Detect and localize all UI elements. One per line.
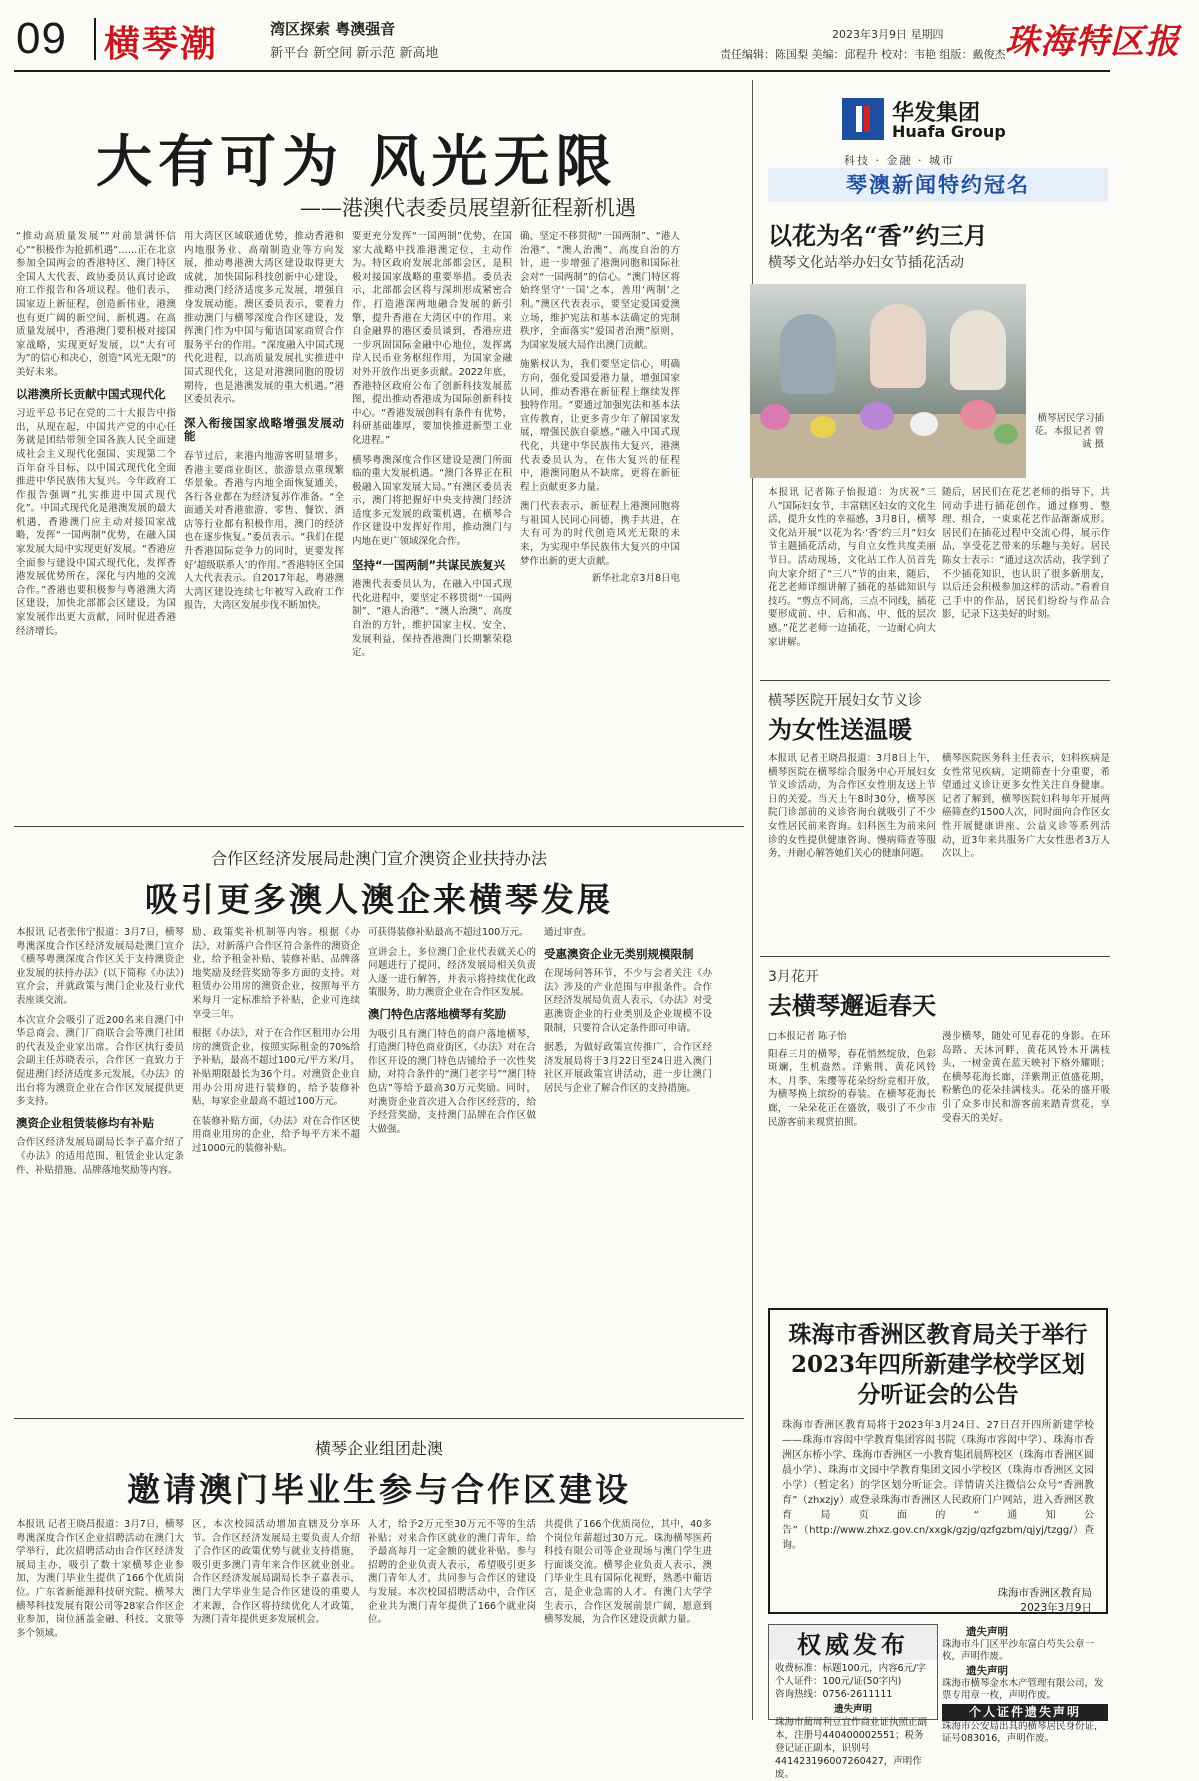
article3-column-4: 共提供了166个优质岗位，其中，40多个岗位年薪超过30万元。珠海横琴医药科技有限公司等企业现场与澳门学生进行面谈交流。横琴企业负责人表示，澳门毕业生具有国际化视野，熟悉中葡语言，是企业急需的人才。有澳门大学学生表示，合作区发展前景广阔，愿意到横琴发展，为合作区建设贡献力量。 [544, 1519, 712, 1626]
article2-column-1 [16, 926, 184, 1366]
article-paragraph: 宣讲会上，多位澳门企业代表就关心的问题进行了提问，经济发展局相关负责人逐一进行解答，并表示将持续优化政策服务，助力澳资企业在合作区发展。 [368, 946, 536, 999]
article-paragraph: 在装修补贴方面，《办法》对在合作区使用商业用房的企业，给予每平方米不超过1000元的装修补贴。 [192, 1115, 360, 1154]
sponsor-logo-name: 华发集团 [892, 101, 981, 126]
article-paragraph: 为吸引具有澳门特色的商户落地横琴，打造澳门特色商业街区，《办法》对在合作区开设的澳门特色店铺给予一次性奖励，对符合条件的“澳门老字号”“澳门特色店”等给予最高30万元奖励。同时，对澳资企业首次进入合作区经营的，给予经营奖励，支持澳门品牌在合作区做大做强。 [368, 1028, 536, 1135]
sponsor-banner: 琴澳新闻特约冠名 [768, 168, 1108, 202]
article2-column-2 [192, 926, 360, 1366]
story1-column-2: 随后，居民们在花艺老师的指导下，共同动手进行插花创作。通过修剪、整理、组合，一束束花艺作品渐渐成形。居民们在插花过程中交流心得，展示作品，享受花艺带来的乐趣与美好。居民陈女士表示：“通过这次活动，我学到了不少插花知识，也认识了很多新朋友，以后还会积极参加这样的活动。”看着自己手中的作品，居民们纷纷与作品合影，记录下这美好的时刻。 [942, 487, 1110, 621]
notice-title: 珠海市香洲区教育局关于举行2023年四所新建学校学区划分听证会的公告 [788, 1321, 1088, 1408]
article-paragraph: 通过审查。 [544, 927, 592, 938]
flower-arranging-photo [750, 284, 1026, 478]
personal-id-notice-bar: 个人证件遗失声明 [942, 1704, 1108, 1721]
lead-subhead: 深入衔接国家战略增强发展动能 [184, 415, 344, 444]
lead-paragraph: “推动高质量发展”“对前景满怀信心”“积极作为抢抓机遇”……正在北京参加全国两会的香港特区、澳门特区全国人大代表、政协委员认真讨论政府工作报告和各项议程。他们表示，国家迈上新征程，创造新伟业，港澳也有更广阔的新空间、新机遇。在高质量发展中，香港澳门要积极对接国家战略，实现更好发展，以“大有可为”的信心和决心，创造“风光无限”的美好未来。 [16, 231, 176, 378]
story3-column-2: 漫步横琴，随处可见春花的身影。在环岛路、天沐河畔，黄花风铃木开满枝头，一树金黄在蓝天映衬下格外耀眼；在横琴花海长廊，洋紫荆正值盛花期，粉紫色的花朵挂满枝头。花朵的盛开吸引了众多市民和游客前来踏青赏花，享受春天的美好。 [942, 1031, 1110, 1124]
article-paragraph: 本次宣介会吸引了近200名来自澳门中华总商会、澳门厂商联合会等澳门社团的代表及企业家出席。合作区执行委员会副主任苏晓表示，合作区一直致力于促进澳门经济适度多元发展，《办法》的出台将为澳资企业在合作区发展提供更多支持。 [16, 1014, 184, 1108]
story3-column-1 [768, 1030, 936, 1296]
lead-column-1 [16, 230, 176, 816]
lead-paragraph: 要更充分发挥“一国两制”优势，在国家大战略中找准港澳定位，主动作为。特区政府发展北部都会区，是积极对接国家战略的重要举措。委员表示，北部都会区将与深圳形成紧密合作，打造港深两地融合发展的新引擎，提升香港在大湾区中的作用。来自金融界的港区委员谈到，香港应进一步巩固国际金融中心地位，发挥离岸人民币业务枢纽作用，为国家金融对外开放作出更多贡献。2022年底，香港特区政府公布了创新科技发展蓝图，提出推动香港成为国际创新科技中心。“香港发展创科有条件有优势，科研基础雄厚，要加快推进新型工业化进程。” [352, 231, 512, 446]
article-paragraph: 据悉，为做好政策宣传推广，合作区经济发展局将于3月22日至24日进入澳门社区开展政策宣讲活动，进一步让澳门居民与企业了解合作区的支持措施。 [544, 1042, 712, 1094]
lost-notice-heading: 遗失声明 [966, 1626, 1008, 1638]
article-paragraph: 在现场问答环节，不少与会者关注《办法》涉及的产业范围与申报条件。合作区经济发展局负责人表示，《办法》对受惠澳资企业的行业类别及企业规模不设限制，只要符合认定条件即可申请。 [544, 968, 712, 1034]
notice-date: 2023年3月9日 [1020, 1602, 1092, 1614]
story1-subheadline: 横琴文化站举办妇女节插花活动 [768, 255, 964, 271]
classified-heading: 权威发布 [769, 1625, 937, 1660]
story2-column-2: 横琴医院医务科主任表示，妇科疾病是女性常见疾病，定期筛查十分重要，希望通过义诊让更多女性关注自身健康。记者了解到，横琴医院妇科每年开展两癌筛查约1500人次，同时面向合作区女性开展健康讲座、公益义诊等系列活动，近3年来共服务广大女性患者3万人次以上。 [942, 753, 1110, 860]
article3-column-3: 人才，给予2万元至30万元不等的生活补贴；对来合作区就业的澳门青年，给予最高每月一定金额的就业补贴。参与招聘的企业负责人表示，希望吸引更多澳门青年人才，共同参与合作区的建设与发展。本次校园招聘活动中，合作区企业共为澳门青年提供了166个就业岗位。 [368, 1519, 536, 1626]
article3-headline: 邀请澳门毕业生参与合作区建设 [127, 1470, 631, 1509]
story3-kicker: 3月花开 [768, 969, 819, 985]
article3-column-2: 区，本次校园活动增加直辖及分享环节。合作区经济发展局主要负责人介绍了合作区的政策优势与就业支持措施，吸引更多澳门青年来合作区就业创业。合作区经济发展局副局长李子嘉表示，澳门大学毕业生是合作区建设的重要人才来源，合作区将持续优化人才政策，为澳门青年提供更多发展机会。 [192, 1519, 360, 1626]
lead-subhead: 坚持“一国两制”共谋民族复兴 [352, 557, 506, 572]
lead-paragraph: 港澳代表委员认为，在融入中国式现代化进程中，要坚定不移贯彻“一国两制”、“港人治港”、“澳人治澳”、高度自治的方针，维护国家主权、安全、发展利益，保持香港澳门长期繁荣稳定。 [352, 579, 512, 659]
article-subhead: 澳门特色店落地横琴有奖励 [368, 1006, 506, 1021]
lead-paragraph: 春节过后，来港内地游客明显增多，香港主要商业街区、旅游景点重现繁华景象。香港与内地全面恢复通关，各行各业都在为经济复苏作准备。“全面通关对香港旅游、零售、餐饮、酒店等行业都有积极作用，澳门的经济也在逐步恢复。”委员表示。“我们在提升香港国际竞争力的同时，更要发挥好‘超级联系人’的作用。”香港特区全国人大代表表示。自2017年起，粤港澳大湾区建设连续七年被写入政府工作报告，大湾区发展步伐不断加快。 [184, 450, 344, 612]
sponsor-logo-english: Huafa Group [892, 122, 1006, 141]
lost-notice-text: 珠海市公安局出具的横琴居民身份证，证号083016，声明作废。 [942, 1721, 1104, 1744]
lost-notice-text: 珠海市蔺周利豆宜作商业证执照正副本，注册号440400002551；税务登记证正副本，识别号441423196007260427，声明作废。 [775, 1717, 928, 1780]
article2-column-4 [544, 926, 712, 1366]
story1-column-1: 本报讯 记者陈子怡报道：为庆祝“三八”国际妇女节，丰富辖区妇女的文化生活，提升女性的幸福感，3月8日，横琴文化站开展“以花为名·‘香’约三月”妇女节主题插花活动，与自立女性共度美丽节日。活动现场，文化站工作人员首先向大家介绍了“三八”节的由来，随后，花艺老师详细讲解了插花的基础知识与技巧。“剪点不同高，三点不同线，插花要形成前、中、后和高、中、低的层次感。”花艺老师一边插花，一边耐心向大家讲解。 [768, 487, 936, 648]
notice-signer: 珠海市香洲区教育局 [997, 1587, 1092, 1599]
lost-notice-text: 珠海市斗门区平沙东富白芍失公章一枚，声明作废。 [942, 1639, 1095, 1662]
story2-kicker: 横琴医院开展妇女节义诊 [768, 693, 922, 709]
classified-ad-box [768, 1624, 938, 1780]
article3-kicker: 横琴企业组团赴澳 [314, 1439, 443, 1458]
article-paragraph: 励、政策奖补机制等内容。根据《办法》，对新落户合作区符合条件的澳资企业，给予租金补贴、装修补贴、品牌落地奖励及经营奖励等多方面的支持。对租赁办公用房的澳资企业，按照每平方米每月一定标准给予补贴，企业可连续享受三年。 [192, 927, 360, 1020]
classified-hotline: 咨询热线：0756-2611111 [775, 1689, 893, 1700]
section-title: 横琴潮 [104, 23, 219, 65]
section-slogan: 新平台 新空间 新示范 新高地 [270, 46, 439, 61]
article2-kicker: 合作区经济发展局赴澳门宣介澳资企业扶持办法 [210, 849, 547, 868]
lead-column-4 [520, 230, 680, 816]
photo-caption: 横琴居民学习插花。本报记者 曾诚 摄 [1034, 413, 1104, 450]
huafa-logo-icon [842, 98, 884, 140]
sponsor-logo-tagline: 科技 · 金融 · 城市 [844, 154, 955, 167]
story2-column-1: 本报讯 记者王晓昌报道：3月8日上午，横琴医院在横琴综合服务中心开展妇女节义诊活动，为合作区女性朋友送上节日的关爱。当天上午8时30分，横琴医院门诊部前的义诊咨询台就吸引了不少女性居民前来咨询。妇科医生为前来问诊的女性提供健康咨询、慢病筛查等服务，并耐心解答她们关心的健康问题。 [768, 753, 936, 860]
lead-column-3 [352, 230, 512, 816]
classified-notice-3 [769, 1703, 937, 1780]
masthead-rule [14, 70, 1110, 72]
story3-byline: □本报记者 陈子怡 [768, 1031, 847, 1042]
section-rule [760, 680, 1110, 681]
lead-paragraph: 习近平总书记在党的二十大报告中指出，从现在起，中国共产党的中心任务就是团结带领全国各族人民全面建成社会主义现代化强国、实现第二个百年奋斗目标，以中国式现代化全面推进中华民族伟大复兴。今年政府工作报告强调“扎实推进中国式现代化”。中国式现代化是港澳发展的最大机遇，香港澳门应主动对接国家战略，发挥“一国两制”优势，在融入国家发展大局中实现更好发展。“香港应全面参与建设中国式现代化，发挥香港发展优势所在，深化与内地的交流合作。”香港也要积极参与粤港澳大湾区建设，加快北部都会区建设，为国家发展作出更大贡献，同时促进香港经济增长。 [16, 408, 176, 637]
article-paragraph: 本报讯 记者张伟宁报道：3月7日，横琴粤澳深度合作区经济发展局赴澳门宣介《横琴粤澳深度合作区关于支持澳资企业发展的扶持办法》(以下简称《办法》)宣介会，并就政策与澳门企业及行业代表座谈交流。 [16, 927, 184, 1006]
classified-rates [769, 1660, 937, 1703]
lead-paragraph: 用大湾区区域联通优势，推动香港和内地服务业、高端制造业等方向发展，推动粤港澳大湾区建设取得更大成就，加快国际科技创新中心建设，推动澳门经济适度多元发展，增强自身发展动能。澳区委员表示，要着力推动澳门与横琴深度合作区建设，发挥澳门作为中国与葡语国家商贸合作服务平台的作用。“深度融入中国式现代化进程，以高质量发展扎实推进中国式现代化，这是对港澳同胞的殷切期待，也是港澳发展的重大机遇。”港区委员表示。 [184, 231, 344, 406]
lost-notice-text: 珠海市横琴金水木产管理有限公司，发票专用章一枚，声明作废。 [942, 1678, 1104, 1701]
section-rule [760, 956, 1110, 957]
lead-column-2 [184, 230, 344, 816]
article2-headline: 吸引更多澳人澳企来横琴发展 [145, 880, 613, 919]
article-paragraph: 根据《办法》，对于在合作区租用办公用房的澳资企业，按照实际租金的70%给予补贴，最高不超过100元/平方米/月，补贴期限最长为36个月。对澳资企业自用办公用房进行装修的，给予装修补贴，每家企业最高不超过100万元。 [192, 1028, 360, 1108]
lost-notices [942, 1624, 1108, 1744]
editor-credits: 责任编辑：陈国梨 美编：邱程升 校对：韦艳 组版：戴俊杰 [720, 48, 1006, 61]
story1-headline: 以花为名“香”约三月 [768, 221, 988, 250]
lead-subhead: 以港澳所长贡献中国式现代化 [16, 386, 166, 401]
section-rule [14, 826, 744, 827]
newspaper-logo: 珠海特区报 [1005, 22, 1180, 62]
lead-paragraph: 横琴粤澳深度合作区建设是澳门所面临的重大发展机遇。“澳门各界正在积极融入国家发展大局。”有澳区委员表示，澳门将把握好中央支持澳门经济适度多元发展的政策机遇，在横琴合作区建设中发挥好作用，推动澳门与内地在更广领域深化合作。 [352, 454, 512, 548]
article3-column-1: 本报讯 记者王晓昌报道：3月7日，横琴粤澳深度合作区企业招聘活动在澳门大学举行，此次招聘活动由合作区经济发展局主办，吸引了数十家横琴企业参加，为澳门毕业生提供了166个优质岗位。广东省新能源科技研究院、横琴大横琴科技发展有限公司等28家合作区企业参加，岗位涵盖金融、科技、文旅等多个领域。 [16, 1519, 184, 1639]
article-paragraph: 阳春三月的横琴，春花悄然绽放，色彩斑斓，生机盎然。洋紫荆、黄花风铃木、月季、朱缨等花朵纷纷竞相开放，为横琴换上缤纷的春装。在横琴花海长廊，一朵朵花正在盛放，吸引了不少市民游客前来观赏拍照。 [768, 1048, 936, 1128]
notice-signature [770, 1578, 1106, 1616]
issue-date: 2023年3月9日 星期四 [832, 28, 944, 41]
public-notice-box [768, 1308, 1108, 1614]
article-paragraph: 合作区经济发展局副局长李子嘉介绍了《办法》的适用范围、租赁企业认定条件、补贴措施、品牌落地奖励等内容。 [16, 1137, 184, 1176]
notice-body: 珠海市香洲区教育局将于2023年3月24日、27日召开四所新建学校——珠海市容闳中学教育集团容闳书院（珠海市容闳中学）、珠海市香洲区东桥小学、珠海市香洲区一小教育集团晨辉校区（珠海市香洲区圆晨小学）、珠海市文园中学教育集团文园小学校区（珠海市香洲区文园小学）（暂定名）的学区划分听证会。详情请关注微信公众号“香洲教育”（zhxzjy）或登录珠海市香洲区人民政府门户网站，进入香洲区教育局页面的“通知公告”（http://www.zhxz.gov.cn/xxgk/gzjg/qzfgzbm/qjyj/tzgg/）查询。 [782, 1420, 1094, 1551]
lost-notice-heading: 遗失声明 [966, 1665, 1008, 1677]
lead-headline: 大有可为 风光无限 [96, 129, 618, 195]
classified-rate-line: 个人证件：100元/证(50字内) [775, 1676, 902, 1687]
page-number-divider [94, 18, 96, 60]
lead-subheadline: ——港澳代表委员展望新征程新机遇 [300, 196, 636, 220]
article-paragraph: 可获得装修补贴最高不超过100万元。 [368, 927, 529, 938]
section-rule [14, 1418, 744, 1419]
lead-paragraph: 确、坚定不移贯彻“一国两制”、“港人治港”、“澳人治澳”、高度自治的方针，进一步增强了港澳同胞和国际社会对“一国两制”的信心。“澳门特区将始终坚守‘一国’之本，善用‘两制’之利。”澳区代表表示，要坚定爱国爱澳立场，维护宪法和基本法确定的宪制秩序，全面落实“爱国者治澳”原则，为国家发展大局作出澳门贡献。 [520, 231, 680, 351]
lead-paragraph: 澳门代表表示，新征程上港澳同胞将与祖国人民同心同德，携手共进，在大有可为的时代创造风光无限的未来，为实现中华民族伟大复兴的中国梦作出新的更大贡献。 [520, 501, 680, 567]
classified-rate-line: 收费标准：标题100元，内容6元/字 [775, 1663, 926, 1674]
lost-notice-heading: 遗失声明 [833, 1704, 872, 1715]
lead-dateline: 新华社北京3月8日电 [591, 573, 680, 585]
article2-column-3 [368, 926, 536, 1366]
story3-headline: 去横琴邂逅春天 [768, 991, 936, 1020]
story2-headline: 为女性送温暖 [768, 715, 912, 744]
article-subhead: 澳资企业租赁装修均有补贴 [16, 1115, 154, 1130]
article-subhead: 受惠澳资企业无类别规模限制 [544, 946, 694, 961]
lead-paragraph: 施紫权认为，我们要坚定信心，明确方向，强化爱国爱港力量，增强国家认同，推动香港在新征程上继续发挥独特作用。“要通过加强宪法和基本法宣传教育，让更多青少年了解国家发展，增强民族自豪感。”融入中国式现代化，共建中华民族伟大复兴，港澳代表委员认为，在伟大复兴的征程中，港澳同胞从不缺席，更将在新征程上贡献更多力量。 [520, 359, 680, 493]
section-tagline: 湾区探索 粤澳强音 [270, 20, 396, 38]
page-number: 09 [16, 14, 67, 63]
